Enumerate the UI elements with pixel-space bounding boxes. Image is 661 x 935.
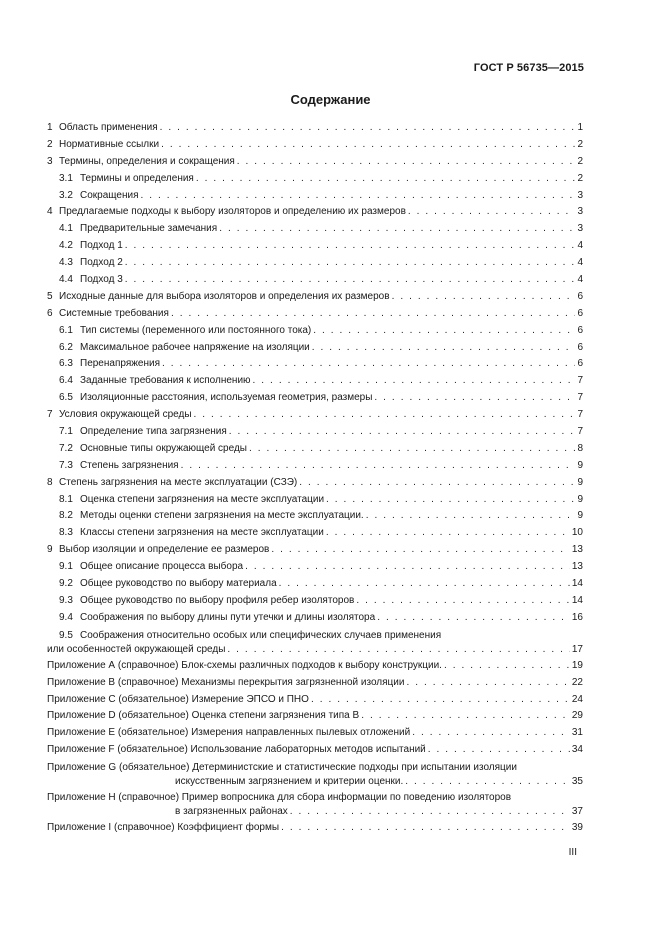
toc-entry	[47, 508, 583, 525]
toc-entry-page: 2	[577, 138, 583, 150]
toc-entry-page: 4	[577, 257, 583, 269]
toc-leader-dots	[326, 525, 570, 542]
toc-entry-page: 8	[577, 442, 583, 454]
toc-entry-page: 4	[577, 240, 583, 252]
toc-entry-page: 3	[577, 189, 583, 201]
toc-entry-title: Приложение D (обязательное) Оценка степени загрязнения типа В	[47, 710, 360, 722]
toc-entry-title: Приложение В (справочное) Механизмы перекрытия загрязненной изоляции	[47, 676, 405, 688]
toc-entry	[47, 559, 583, 576]
standard-number: ГОСТ Р 56735—2015	[473, 62, 584, 74]
toc-entry-title: Общее руководство по выбору профиля ребер изоляторов	[80, 594, 355, 606]
toc-entry-number: 8.3	[59, 527, 73, 539]
toc-leader-dots	[290, 805, 570, 819]
toc-entry-number: 9	[47, 544, 53, 556]
toc-entry-number: 3.1	[59, 172, 73, 184]
toc-entry-number: 6.3	[59, 358, 73, 370]
toc-entry-title: Приложение А (справочное) Блок-схемы различных подходов к выбору конструкции.	[47, 659, 442, 671]
toc-entry	[47, 407, 583, 424]
toc-entry-number: 4.4	[59, 274, 73, 286]
toc-entry-page: 14	[571, 578, 583, 590]
toc-leader-dots	[356, 593, 570, 610]
page-number: III	[568, 847, 577, 858]
toc-entry-page: 16	[571, 611, 583, 623]
toc-leader-dots	[162, 356, 575, 373]
toc-leader-dots	[249, 441, 575, 458]
toc-entry-page: 31	[571, 727, 583, 739]
toc-leader-dots	[125, 238, 576, 255]
toc-entry-page: 17	[571, 643, 583, 655]
toc-entry-number: 9.2	[59, 578, 73, 590]
toc-entry	[47, 424, 583, 441]
toc-entry-page: 6	[577, 290, 583, 302]
toc-entry	[47, 675, 583, 692]
toc-entry	[47, 340, 583, 357]
toc-leader-dots	[408, 204, 576, 221]
toc-entry-title: Условия окружающей среды	[59, 409, 192, 421]
toc-entry-number: 6	[47, 307, 53, 319]
toc-entry-line	[47, 643, 583, 657]
toc-entry	[47, 692, 583, 709]
toc-entry-number: 4.3	[59, 257, 73, 269]
toc-leader-dots	[171, 306, 576, 323]
toc-entry-number: 8.2	[59, 510, 73, 522]
toc-leader-dots	[428, 742, 570, 759]
toc-entry-page: 35	[571, 776, 583, 788]
toc-entry-title: Соображения относительно особых или специфических случаев применения	[80, 629, 442, 641]
toc-entry-line: Приложение Н (справочное) Пример вопросника для сбора информации по поведению изоляторов	[47, 792, 512, 804]
toc-entry-title: Общее описание процесса выбора	[80, 561, 244, 573]
toc-entry-page: 6	[577, 307, 583, 319]
toc-leader-dots	[237, 154, 576, 171]
page-title: Содержание	[290, 92, 371, 107]
toc-leader-dots	[412, 725, 570, 742]
toc-leader-dots	[196, 171, 576, 188]
toc-entry-number: 7	[47, 409, 53, 421]
toc-leader-dots	[194, 407, 576, 424]
toc-entry-page: 14	[571, 594, 583, 606]
toc-entry-number: 3.2	[59, 189, 73, 201]
toc-entry-number: 7.1	[59, 426, 73, 438]
toc-entry	[47, 458, 583, 475]
toc-entry-title: Сокращения	[80, 189, 139, 201]
toc-entry-page: 3	[577, 206, 583, 218]
toc-entry-page: 7	[577, 392, 583, 404]
toc-leader-dots	[406, 675, 569, 692]
toc-entry-page: 2	[577, 155, 583, 167]
toc-entry-page: 9	[577, 493, 583, 505]
toc-entry-line: Приложение G (обязательное) Детерминистские и статистические подходы при испытании изоляции	[47, 762, 517, 774]
table-of-contents	[47, 120, 583, 837]
toc-entry-page: 24	[571, 693, 583, 705]
toc-entry-page: 37	[571, 806, 583, 818]
toc-leader-dots	[281, 820, 570, 837]
toc-entry-title: Приложение С (обязательное) Измерение ЭПСО и ПНО	[47, 693, 309, 705]
toc-entry-title: Заданные требования к исполнению	[80, 375, 251, 387]
toc-entry	[47, 658, 583, 675]
toc-entry-number: 7.3	[59, 459, 73, 471]
toc-leader-dots	[366, 508, 576, 525]
toc-entry-number: 4	[47, 206, 53, 218]
toc-entry-page: 2	[577, 172, 583, 184]
toc-leader-dots	[311, 692, 570, 709]
toc-entry-title: Соображения по выбору длины пути утечки и длины изолятора	[80, 611, 376, 623]
toc-leader-dots	[279, 576, 570, 593]
toc-entry-title: Выбор изоляции и определение ее размеров	[59, 544, 270, 556]
toc-entry-number: 9.3	[59, 594, 73, 606]
toc-appendix-multiline	[47, 791, 583, 819]
toc-entry	[47, 120, 583, 137]
toc-entry-title: Термины, определения и сокращения	[59, 155, 235, 167]
toc-entry-number: 6.2	[59, 341, 73, 353]
toc-leader-dots	[312, 340, 576, 357]
toc-entry	[47, 171, 583, 188]
toc-leader-dots	[227, 643, 569, 657]
toc-entry-page: 7	[577, 426, 583, 438]
toc-entry-page: 9	[577, 476, 583, 488]
toc-entry-title: Системные требования	[59, 307, 169, 319]
toc-leader-dots	[326, 492, 575, 509]
toc-entry	[47, 323, 583, 340]
toc-entry-page: 4	[577, 274, 583, 286]
toc-entry	[47, 492, 583, 509]
toc-entry	[47, 441, 583, 458]
toc-entry-page: 34	[571, 744, 583, 756]
toc-entry-line	[47, 629, 583, 643]
toc-leader-dots	[361, 708, 570, 725]
toc-entry-number: 1	[47, 122, 53, 133]
toc-entry-number: 8	[47, 476, 53, 488]
toc-entry-title: Область применения	[59, 122, 158, 133]
toc-entry	[47, 725, 583, 742]
toc-leader-dots	[374, 390, 575, 407]
toc-entry-title: Степень загрязнения на месте эксплуатации (СЗЭ)	[59, 476, 298, 488]
toc-entry-page: 7	[577, 375, 583, 387]
toc-entry	[47, 708, 583, 725]
toc-entry-page: 22	[571, 676, 583, 688]
toc-entry	[47, 154, 583, 171]
toc-entry-page: 1	[577, 122, 583, 133]
toc-leader-dots	[405, 775, 570, 789]
toc-entry	[47, 576, 583, 593]
toc-entry	[47, 610, 583, 627]
toc-entry-title: Подход 3	[80, 274, 123, 286]
toc-entry-title: Тип системы (переменного или постоянного тока)	[80, 324, 312, 336]
toc-leader-dots	[299, 475, 575, 492]
toc-entry-page: 6	[577, 341, 583, 353]
toc-entry-line	[47, 775, 583, 789]
toc-entry-number: 3	[47, 155, 53, 167]
toc-entry	[47, 188, 583, 205]
toc-leader-dots	[253, 373, 576, 390]
toc-entry-page: 9	[577, 510, 583, 522]
toc-entry-page: 29	[571, 710, 583, 722]
toc-leader-dots	[271, 542, 570, 559]
toc-leader-dots	[181, 458, 576, 475]
toc-entry	[47, 820, 583, 837]
toc-entry-title: Приложение Е (обязательное) Измерения направленных пылевых отложений	[47, 727, 411, 739]
toc-entry	[47, 137, 583, 154]
toc-entry-number: 6.4	[59, 375, 73, 387]
toc-entry	[47, 306, 583, 323]
toc-leader-dots	[160, 120, 576, 137]
toc-entry-page: 13	[571, 561, 583, 573]
toc-entry-number: 6.1	[59, 324, 73, 336]
toc-entry-number: 4.2	[59, 240, 73, 252]
toc-leader-dots	[125, 255, 576, 272]
toc-entry-title: Максимальное рабочее напряжение на изоляции	[80, 341, 310, 353]
toc-entry-number: 6.5	[59, 392, 73, 404]
toc-entry-title: Термины и определения	[80, 172, 194, 184]
toc-entry-title: Степень загрязнения	[80, 459, 179, 471]
toc-leader-dots	[392, 289, 576, 306]
toc-entry	[47, 272, 583, 289]
toc-entry-line	[47, 805, 583, 819]
toc-entry-title: Методы оценки степени загрязнения на месте эксплуатации.	[80, 510, 364, 522]
toc-entry-page: 39	[571, 822, 583, 834]
toc-leader-dots	[245, 559, 570, 576]
toc-entry-title: Изоляционные расстояния, используемая геометрия, размеры	[80, 392, 373, 404]
toc-entry-number: 5	[47, 290, 53, 302]
toc-entry-page: 10	[571, 527, 583, 539]
toc-leader-dots	[140, 188, 575, 205]
toc-entry-title: Приложение I (справочное) Коэффициент формы	[47, 822, 280, 834]
toc-entry	[47, 593, 583, 610]
toc-leader-dots	[125, 272, 576, 289]
toc-entry	[47, 475, 583, 492]
toc-leader-dots	[219, 221, 575, 238]
toc-entry	[47, 525, 583, 542]
toc-entry-multiline	[47, 629, 583, 657]
toc-leader-dots	[161, 137, 575, 154]
toc-entry-title: Определение типа загрязнения	[80, 426, 227, 438]
toc-entry	[47, 356, 583, 373]
toc-entry-page: 13	[571, 544, 583, 556]
toc-entry-title: Основные типы окружающей среды	[80, 442, 247, 454]
toc-leader-dots	[444, 658, 570, 675]
toc-entry-number: 7.2	[59, 442, 73, 454]
toc-entry-number: 2	[47, 138, 53, 150]
toc-entry	[47, 238, 583, 255]
toc-entry-title: Предварительные замечания	[80, 223, 218, 235]
toc-entry	[47, 255, 583, 272]
toc-entry-number: 9.1	[59, 561, 73, 573]
toc-entry-title: Подход 2	[80, 257, 123, 269]
toc-entry-title-continued: в загрязненных районах	[175, 806, 288, 818]
toc-entry-page: 3	[577, 223, 583, 235]
toc-entry	[47, 373, 583, 390]
toc-entry-page: 7	[577, 409, 583, 421]
toc-entry-title-continued: искусственным загрязнением и критерии оценки.	[175, 776, 404, 788]
toc-entry-title: Общее руководство по выбору материала	[80, 578, 277, 590]
toc-leader-dots	[377, 610, 570, 627]
toc-entry-title: Подход 1	[80, 240, 123, 252]
toc-entry-number: 9.4	[59, 611, 73, 623]
toc-entry	[47, 289, 583, 306]
toc-entry-number: 4.1	[59, 223, 73, 235]
toc-entry-title: Перенапряжения	[80, 358, 161, 370]
toc-leader-dots	[229, 424, 576, 441]
toc-entry	[47, 221, 583, 238]
toc-appendix-multiline	[47, 761, 583, 789]
toc-leader-dots	[313, 323, 575, 340]
toc-entry-number: 9.5	[59, 629, 73, 641]
toc-entry	[47, 204, 583, 221]
toc-entry-title: Классы степени загрязнения на месте эксплуатации	[80, 527, 324, 539]
toc-entry-title: Исходные данные для выбора изоляторов и определения их размеров	[59, 290, 390, 302]
toc-entry-title: Нормативные ссылки	[59, 138, 160, 150]
toc-entry-title: Оценка степени загрязнения на месте эксплуатации	[80, 493, 325, 505]
toc-entry-page: 19	[571, 659, 583, 671]
toc-entry	[47, 390, 583, 407]
toc-entry-page: 9	[577, 459, 583, 471]
toc-entry	[47, 742, 583, 759]
toc-entry-page: 6	[577, 324, 583, 336]
toc-entry-title-continued: или особенностей окружающей среды	[47, 643, 226, 655]
toc-entry-title: Предлагаемые подходы к выбору изоляторов и определению их размеров	[59, 206, 406, 218]
toc-entry-number: 8.1	[59, 493, 73, 505]
toc-entry	[47, 542, 583, 559]
toc-entry-title: Приложение F (обязательное) Использование лабораторных методов испытаний	[47, 744, 426, 756]
toc-entry-page: 6	[577, 358, 583, 370]
